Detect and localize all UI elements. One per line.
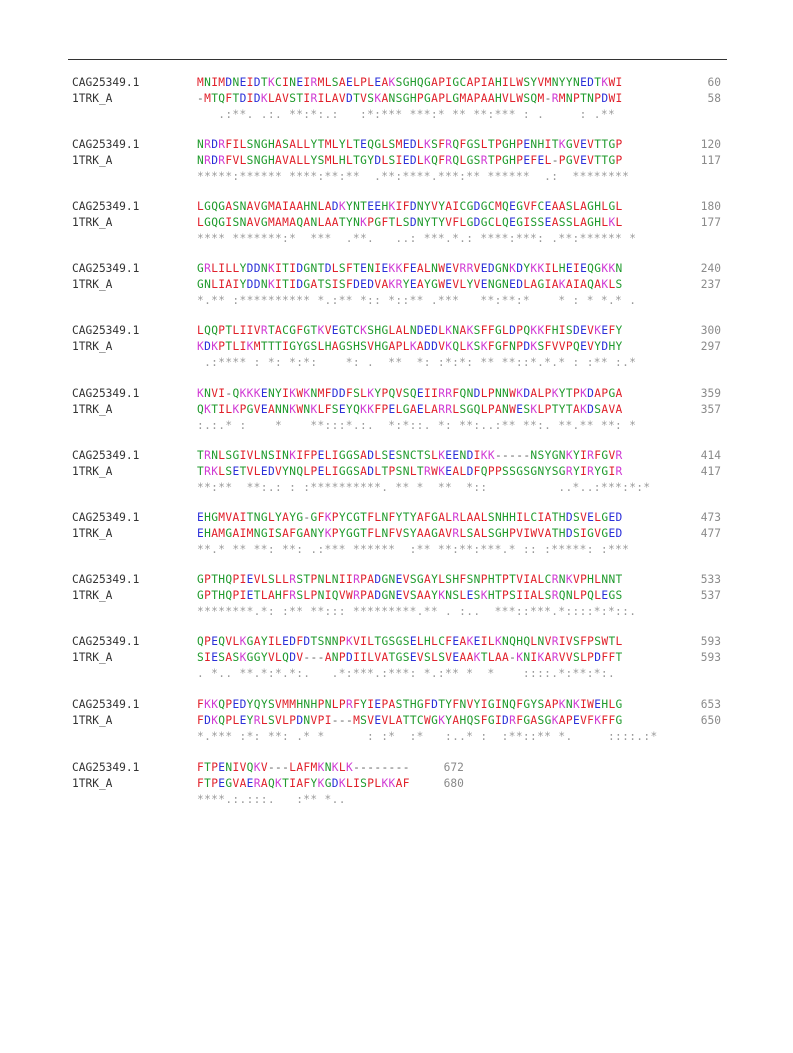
sequence-row — [0, 386, 793, 402]
sequence-row — [0, 137, 793, 153]
sequence-id: 1TRK_A — [72, 216, 113, 229]
alignment-block — [0, 137, 793, 195]
header-rule — [68, 59, 727, 60]
sequence-residues: TRKLSETVLEDVYNQLPELIGGSADLTPSNLTRWKEALDFQPPSSGSGNYSGRYIRYGIR — [197, 465, 623, 478]
residue-position: 414 — [700, 449, 721, 462]
sequence-residues: MNIMDNEIDTKCINEIRMLSAELPLEAKSGHQGAPIGCAPIAHILWSYVMNYYNEDTKWI — [197, 76, 623, 89]
alignment-block — [0, 386, 793, 444]
alignment-block — [0, 510, 793, 568]
conservation-line: **:** **:.: : :**********. ** * ** *:: ..*..:***:*:* — [197, 481, 651, 494]
sequence-residues: LGQGISNAVGMAMAQANLAATYNKPGFTLSDNYTYVFLGDGCLQEGISSEASSLAGHLKL — [197, 216, 623, 229]
sequence-row — [0, 713, 793, 729]
sequence-id: CAG25349.1 — [72, 76, 140, 89]
sequence-residues: NRDRFVLSNGHAVALLYSMLHLTGYDLSIEDLKQFRQLGSRTPGHPEFEL-PGVEVTTGP — [197, 154, 623, 167]
residue-position: 533 — [700, 573, 721, 586]
sequence-id: 1TRK_A — [72, 589, 113, 602]
sequence-row — [0, 75, 793, 91]
sequence-row — [0, 339, 793, 355]
residue-position: 477 — [700, 527, 721, 540]
conservation-line: .:**** : *: *:*: *: . ** *: :*:*: ** **::*.*.* : :** :.* — [197, 356, 637, 369]
sequence-row — [0, 277, 793, 293]
sequence-id: CAG25349.1 — [72, 200, 140, 213]
residue-position: 593 — [700, 651, 721, 664]
conservation-line: *.** :********** *.:** *:: *::** .*** **:**:* * : * *.* . — [197, 294, 637, 307]
residue-position: 117 — [700, 154, 721, 167]
sequence-id: CAG25349.1 — [72, 511, 140, 524]
sequence-residues: LGQGASNAVGMAIAAHNLADKYNTEEHKIFDNYVYAICGDGCMQEGVFCEAASLAGHLGL — [197, 200, 623, 213]
sequence-id: 1TRK_A — [72, 527, 113, 540]
sequence-id: CAG25349.1 — [72, 387, 140, 400]
sequence-row — [0, 261, 793, 277]
sequence-residues: GPTHQPIETLAHFRSLPNIQVWRPADGNEVSAAYKNSLESKHTPSIIALSRQNLPQLEGS — [197, 589, 623, 602]
sequence-id: CAG25349.1 — [72, 324, 140, 337]
alignment-block — [0, 261, 793, 319]
sequence-row — [0, 510, 793, 526]
residue-position: 593 — [700, 635, 721, 648]
alignment-block — [0, 323, 793, 381]
sequence-residues: QKTILKPGVEANNKWNKLFSEYQKKFPELGAELARRLSGQLPANWESKLPTYTAKDSAVA — [197, 403, 623, 416]
sequence-row — [0, 323, 793, 339]
residue-position: 680 — [443, 777, 464, 790]
sequence-row — [0, 776, 793, 792]
sequence-residues: QPEQVLKGAYILEDFDTSNNPKVILTGSGSELHLCFEAKEILKNQHQLNVRIVSFPSWTL — [197, 635, 623, 648]
sequence-residues: FTPENIVQKV---LAFMKNKLK-------- — [197, 761, 410, 774]
sequence-id: CAG25349.1 — [72, 761, 140, 774]
alignment-block — [0, 760, 793, 818]
sequence-id: CAG25349.1 — [72, 698, 140, 711]
sequence-row — [0, 526, 793, 542]
conservation-line: *.*** :*: **: .* * : :* :* :..* : :**::** *. ::::.:* — [197, 730, 658, 743]
sequence-id: 1TRK_A — [72, 714, 113, 727]
residue-position: 473 — [700, 511, 721, 524]
sequence-residues: EHGMVAITNGLYAYG-GFKPYCGTFLNFYTYAFGALRLAALSNHHILCIATHDSVELGED — [197, 511, 623, 524]
sequence-row — [0, 153, 793, 169]
residue-position: 60 — [707, 76, 721, 89]
sequence-residues: FTPEGVAERAQKTIAFYKGDKLISPLKKAF — [197, 777, 410, 790]
alignment-block — [0, 199, 793, 257]
sequence-id: 1TRK_A — [72, 340, 113, 353]
sequence-residues: LQQPTLIIVRTACGFGTKVEGTCKSHGLALNDEDLKNAKSFFGLDPQKKFHISDEVKEFY — [197, 324, 623, 337]
sequence-row — [0, 588, 793, 604]
residue-position: 672 — [443, 761, 464, 774]
sequence-residues: FKKQPEDYQYSVMMHNHPNLPRFYIEPASTHGFDTYFNVYIGINQFGYSAPKNKIWEHLG — [197, 698, 623, 711]
sequence-residues: -MTQFTDIDKLAVSTIRILAVDTVSKANSGHPGAPLGMAPAAHVLWSQM-RMNPTNPDWI — [197, 92, 623, 105]
residue-position: 653 — [700, 698, 721, 711]
sequence-row — [0, 650, 793, 666]
sequence-residues: GPTHQPIEVLSLLRSTPNLNIIRPADGNEVSGAYLSHFSNPHTPTVIALCRNKVPHLNNT — [197, 573, 623, 586]
conservation-line: ****.:.:::. :** *.. — [197, 793, 346, 806]
alignment-block — [0, 448, 793, 506]
conservation-line: . *.. **.*:*.*:. .*:***.:***: *.:** * * ::::.*:**:*:. — [197, 667, 616, 680]
sequence-residues: NRDRFILSNGHASALLYTMLYLTEQGLSMEDLKSFRQFGSLTPGHPENHITKGVEVTTGP — [197, 138, 623, 151]
sequence-row — [0, 634, 793, 650]
conservation-line: :.:.* : * **:::*.:. *:*::. *: **:..:** **:. **.** **: * — [197, 419, 637, 432]
sequence-residues: KDKPTLIKMTTTIGYGSLHAGSHSVHGAPLKADDVKQLKSKFGFNPDKSFVVPQEVYDHY — [197, 340, 623, 353]
residue-position: 237 — [700, 278, 721, 291]
sequence-residues: TRNLSGIVLNSINKIFPELIGGSADLSESNCTSLKEENDIKK-----NSYGNKYIRFGVR — [197, 449, 623, 462]
sequence-row — [0, 572, 793, 588]
residue-position: 357 — [700, 403, 721, 416]
sequence-residues: SIESASKGGYVLQDV---ANPDIILVATGSEVSLSVEAAKTLAA-KNIKARVVSLPDFFT — [197, 651, 623, 664]
alignment-block — [0, 75, 793, 133]
conservation-line: **.* ** **: **: .:*** ****** :** **:**:***.* :: :*****: :*** — [197, 543, 630, 556]
sequence-row — [0, 448, 793, 464]
sequence-id: 1TRK_A — [72, 403, 113, 416]
sequence-id: CAG25349.1 — [72, 262, 140, 275]
sequence-id: CAG25349.1 — [72, 138, 140, 151]
conservation-line: *****:****** ****:**:** .**:****.***:** ****** .: ******** — [197, 170, 630, 183]
conservation-line: .:**. .:. **:*:.: :*:*** ***:* ** **:*** : . : .** — [197, 108, 616, 121]
sequence-row — [0, 402, 793, 418]
residue-position: 58 — [707, 92, 721, 105]
sequence-row — [0, 760, 793, 776]
sequence-id: 1TRK_A — [72, 278, 113, 291]
sequence-row — [0, 199, 793, 215]
residue-position: 537 — [700, 589, 721, 602]
sequence-residues: KNVI-QKKKENYIKWKNMFDDFSLKYPQVSQEIIRRFQNDLPNNWKDALPKYTPKDAPGA — [197, 387, 623, 400]
residue-position: 359 — [700, 387, 721, 400]
alignment-block — [0, 572, 793, 630]
sequence-row — [0, 91, 793, 107]
sequence-id: 1TRK_A — [72, 154, 113, 167]
residue-position: 297 — [700, 340, 721, 353]
residue-position: 240 — [700, 262, 721, 275]
conservation-line: ********.*: :** **::: *********.** . :.. ***::***.*::::*:*::. — [197, 605, 637, 618]
sequence-residues: EHAMGAIMNGISAFGANYKPYGGTFLNFVSYAAGAVRLSALSGHPVIWVATHDSIGVGED — [197, 527, 623, 540]
alignment-block — [0, 697, 793, 755]
sequence-id: 1TRK_A — [72, 651, 113, 664]
sequence-row — [0, 215, 793, 231]
residue-position: 177 — [700, 216, 721, 229]
sequence-id: 1TRK_A — [72, 465, 113, 478]
conservation-line: **** *******:* *** .**. ..: ***.*.: ****:***: .**:****** * — [197, 232, 637, 245]
sequence-residues: GNLIAIYDDNKITIDGATSISFDEDVAKRYEAYGWEVLYVENGNEDLAGIAKAIAQAKLS — [197, 278, 623, 291]
sequence-id: 1TRK_A — [72, 777, 113, 790]
residue-position: 417 — [700, 465, 721, 478]
sequence-row — [0, 464, 793, 480]
residue-position: 180 — [700, 200, 721, 213]
residue-position: 300 — [700, 324, 721, 337]
residue-position: 650 — [700, 714, 721, 727]
sequence-residues: GRLILLYDDNKITIDGNTDLSFTENIEKKFEALNWEVRRVEDGNKDYKKILHEIEQGKKN — [197, 262, 623, 275]
sequence-id: CAG25349.1 — [72, 635, 140, 648]
sequence-id: CAG25349.1 — [72, 573, 140, 586]
sequence-residues: FDKQPLEYRLSVLPDNVPI---MSVEVLATTCWGKYAHQSFGIDRFGASGKAPEVFKFFG — [197, 714, 623, 727]
residue-position: 120 — [700, 138, 721, 151]
sequence-id: CAG25349.1 — [72, 449, 140, 462]
sequence-id: 1TRK_A — [72, 92, 113, 105]
sequence-row — [0, 697, 793, 713]
alignment-block — [0, 634, 793, 692]
